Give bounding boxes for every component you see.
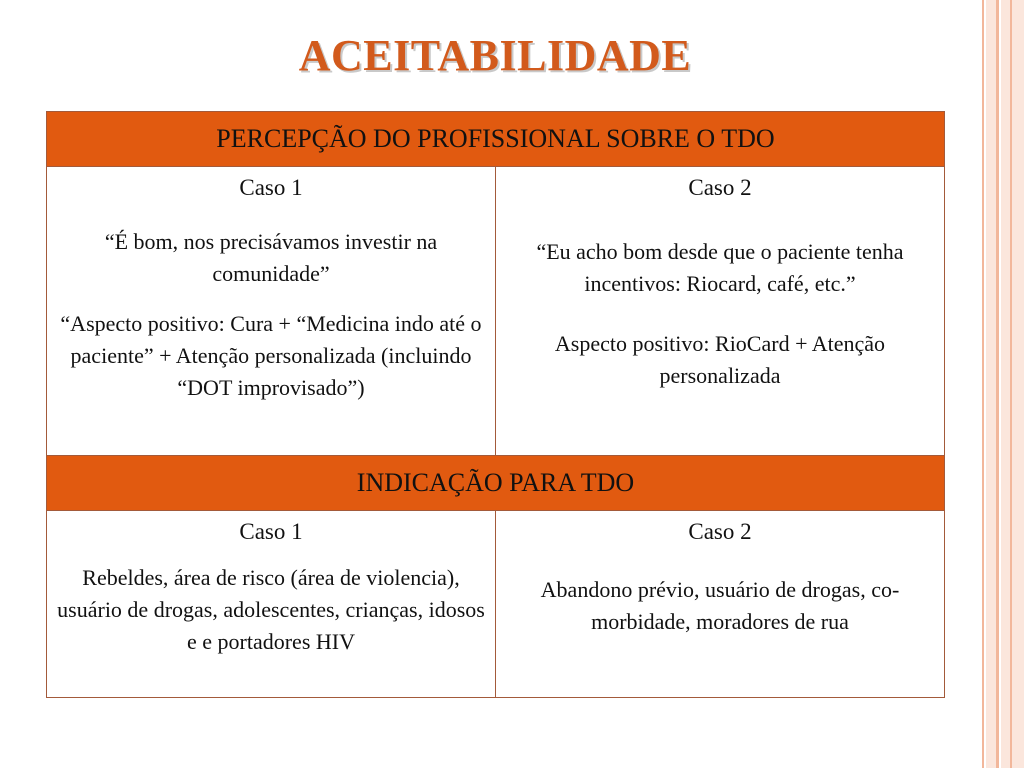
slide-title: ACEITABILIDADE [298,31,692,80]
decorative-stripe [996,0,999,768]
case-text: “Aspecto positivo: Cura + “Medicina indo até o paciente” + Atenção personalizada (incluindo “DOT improvisado”) [60,311,482,400]
perception-case1-cell [47,167,496,456]
decorative-stripe [1010,0,1012,768]
case-label: Caso 2 [688,175,752,200]
case-text: “Eu acho bom desde que o paciente tenha incentivos: Riocard, café, etc.” [536,239,904,297]
section-header-indication: INDICAÇÃO PARA TDO [47,456,945,511]
perception-case2-cell [496,167,945,456]
case-text: “É bom, nos precisávamos investir na comunidade” [104,229,438,287]
decorative-stripe [982,0,984,768]
decorative-stripe [986,0,996,768]
case-label: Caso 1 [239,175,303,200]
case-text: Aspecto positivo: RioCard + Atenção personalizada [554,331,886,389]
section-header-perception: PERCEPÇÃO DO PROFISSIONAL SOBRE O TDO [47,112,945,167]
case-label: Caso 2 [688,519,752,544]
acceptability-table [46,111,945,698]
case-text: Rebeldes, área de risco (área de violencia), usuário de drogas, adolescentes, crianças, idosos e e portadores HIV [57,565,485,655]
indication-case2-cell [496,511,945,698]
decorative-stripe [1001,0,1024,768]
case-text: Abandono prévio, usuário de drogas, co-morbidade, moradores de rua [540,577,900,635]
case-label: Caso 1 [239,519,303,544]
indication-case1-cell [47,511,496,698]
